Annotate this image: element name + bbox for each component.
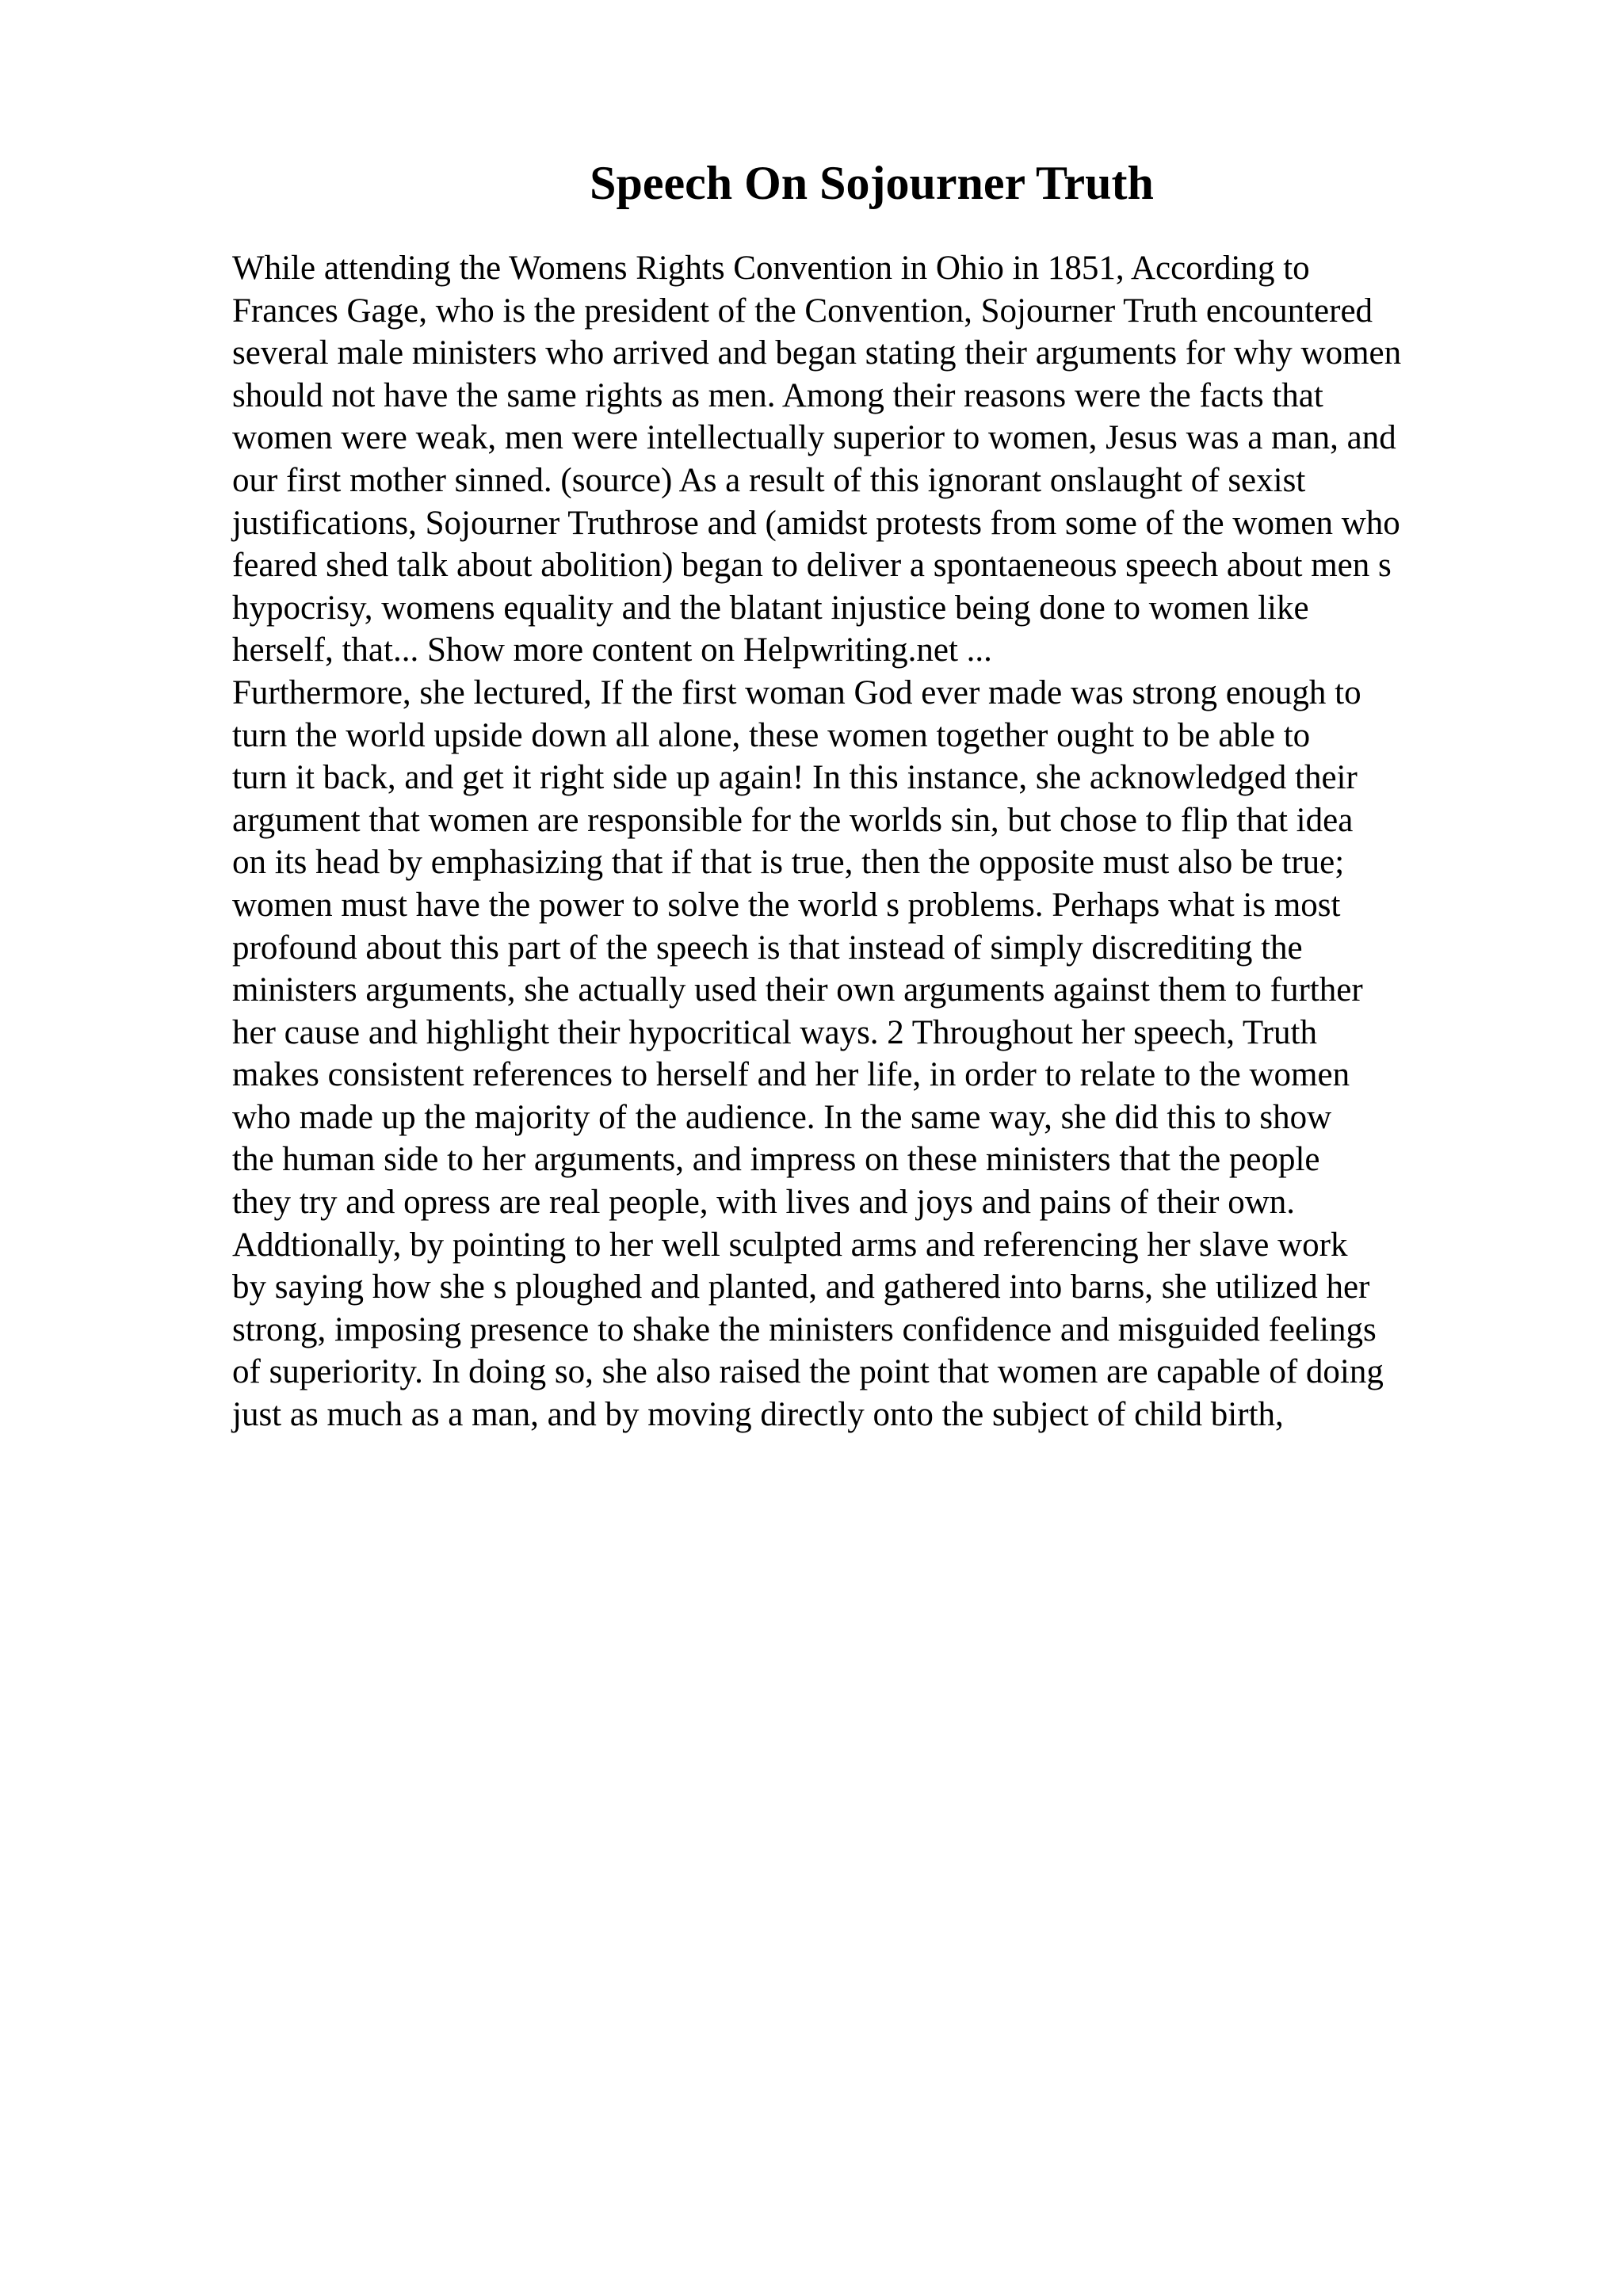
document-body (232, 247, 1516, 1436)
body-line: of superiority. In doing so, she also raised the point that women are capable of doing (232, 1353, 1384, 1391)
body-line: Frances Gage, who is the president of the Convention, Sojourner Truth encountered (232, 292, 1373, 330)
body-line: who made up the majority of the audience. In the same way, she did this to show (232, 1098, 1332, 1136)
body-line: just as much as a man, and by moving directly onto the subject of child birth, (232, 1396, 1284, 1434)
body-line: hypocrisy, womens equality and the blatant injustice being done to women like (232, 589, 1309, 627)
document-title: Speech On Sojourner Truth (590, 157, 1154, 209)
body-line: turn it back, and get it right side up again! In this instance, she acknowledged their (232, 759, 1358, 797)
body-line: makes consistent references to herself and her life, in order to relate to the women (232, 1056, 1350, 1094)
body-line: ministers arguments, she actually used their own arguments against them to further (232, 971, 1363, 1009)
body-line: they try and opress are real people, with lives and joys and pains of their own. (232, 1184, 1295, 1222)
body-line: women must have the power to solve the world s problems. Perhaps what is most (232, 886, 1341, 924)
body-line: women were weak, men were intellectually superior to women, Jesus was a man, and (232, 419, 1396, 457)
body-line: Furthermore, she lectured, If the first woman God ever made was strong enough to (232, 673, 1361, 711)
body-line: by saying how she s ploughed and planted, and gathered into barns, she utilized her (232, 1268, 1370, 1306)
body-line: should not have the same rights as men. Among their reasons were the facts that (232, 376, 1323, 414)
body-line: justifications, Sojourner Truthrose and (amidst protests from some of the women who (232, 504, 1400, 542)
body-line: herself, that... Show more content on Helpwriting.net ... (232, 631, 992, 669)
body-line: turn the world upside down all alone, these women together ought to be able to (232, 716, 1311, 754)
body-line: on its head by emphasizing that if that is true, then the opposite must also be true; (232, 844, 1345, 882)
body-line: the human side to her arguments, and impress on these ministers that the people (232, 1141, 1320, 1179)
body-line: her cause and highlight their hypocritical ways. 2 Throughout her speech, Truth (232, 1013, 1317, 1051)
body-line: While attending the Womens Rights Convention in Ohio in 1851, According to (232, 250, 1310, 287)
body-line: several male ministers who arrived and began stating their arguments for why women (232, 334, 1402, 372)
body-line: strong, imposing presence to shake the ministers confidence and misguided feelings (232, 1310, 1377, 1348)
body-line: argument that women are responsible for the worlds sin, but chose to flip that idea (232, 801, 1354, 839)
body-line: Addtionally, by pointing to her well sculpted arms and referencing her slave work (232, 1226, 1348, 1264)
body-line: profound about this part of the speech is that instead of simply discrediting the (232, 929, 1303, 967)
body-line: feared shed talk about abolition) began to deliver a spontaeneous speech about men s (232, 547, 1392, 585)
body-line: our first mother sinned. (source) As a result of this ignorant onslaught of sexist (232, 461, 1306, 499)
